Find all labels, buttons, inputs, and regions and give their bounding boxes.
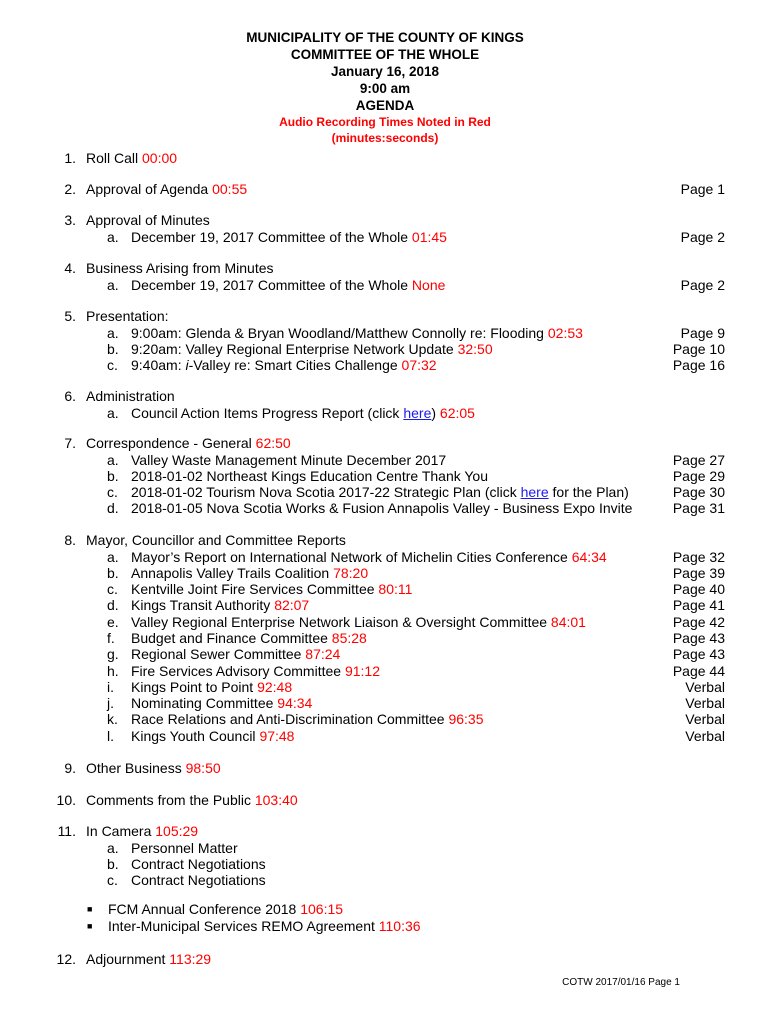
item-title-text: Roll Call: [86, 150, 139, 166]
sub-item-text: 9:00am: Glenda & Bryan Woodland/Matthew Connolly re: Flooding: [131, 324, 544, 341]
header-line-4: 9:00 am: [359, 81, 411, 96]
page-ref: Page 41: [672, 597, 725, 614]
sub-item: [0, 630, 770, 646]
sub-item-letter: c.: [107, 484, 118, 501]
sub-item: [0, 325, 770, 341]
sub-item-letter: a.: [107, 404, 119, 421]
agenda-item: [0, 388, 770, 421]
bullet-item: [0, 918, 770, 935]
item-title: [86, 792, 298, 809]
sub-item-text: 2018-01-05 Nova Scotia Works & Fusion Annapolis Valley - Business Expo Invite: [131, 500, 633, 517]
item-title-text: Approval of Minutes: [86, 212, 210, 228]
item-title-text: Approval of Agenda: [86, 181, 209, 197]
sub-item-title: [131, 452, 446, 468]
sub-item-text-post: for the Plan): [548, 484, 629, 501]
sub-item-letter: a.: [107, 324, 119, 341]
sub-item-text: December 19, 2017 Committee of the Whole: [131, 276, 409, 293]
item-title-text: Mayor, Councillor and Committee Reports: [86, 532, 346, 548]
sub-item-text: 9:20am: Valley Regional Enterprise Network Update: [131, 340, 454, 357]
item-title-text: Other Business: [86, 760, 182, 776]
sub-item-title: [131, 840, 238, 856]
agenda-item-line: [0, 308, 770, 325]
sub-item-title: [131, 277, 445, 293]
page-ref: Verbal: [685, 695, 725, 712]
item-title-text: Correspondence - General: [86, 435, 252, 451]
page-footer: COTW 2017/01/16 Page 1: [562, 977, 680, 988]
agenda-item-line: [0, 823, 770, 840]
item-title: [86, 435, 291, 452]
page-ref: Page 9: [680, 324, 725, 341]
audio-time: 96:35: [448, 711, 484, 728]
sub-item-letter: a.: [107, 451, 119, 468]
sub-item-title: [131, 663, 380, 679]
here-link[interactable]: here: [403, 404, 432, 421]
audio-time: 82:07: [274, 597, 310, 614]
page-ref: Page 43: [672, 646, 725, 663]
sub-item-letter: a.: [107, 548, 119, 565]
sub-item-letter: b.: [107, 467, 119, 484]
sub-item-title: [131, 484, 629, 500]
item-title-text: In Camera: [86, 823, 152, 839]
sub-item-letter: g.: [107, 646, 119, 663]
agenda-item: [0, 212, 770, 245]
page-ref: Page 1: [680, 181, 725, 197]
sub-item-title: [131, 405, 475, 421]
page-ref: Page 30: [672, 484, 725, 501]
sub-item-text: Race Relations and Anti-Discrimination Committee: [131, 711, 445, 728]
agenda-item-line: [0, 951, 770, 968]
header-line-1: MUNICIPALITY OF THE COUNTY OF KINGS: [246, 30, 524, 45]
page-ref: Verbal: [685, 678, 725, 695]
sub-item-letter: b.: [107, 340, 119, 357]
bullet-item: [0, 901, 770, 918]
audio-time: 00:00: [142, 150, 178, 166]
audio-time: 01:45: [411, 228, 447, 245]
sub-item: [0, 565, 770, 581]
audio-time: 103:40: [254, 792, 298, 808]
audio-time: 02:53: [547, 324, 583, 341]
sub-item: [0, 581, 770, 597]
audio-time: 85:28: [331, 629, 367, 646]
sub-item: [0, 357, 770, 373]
sub-item: [0, 679, 770, 695]
audio-time: 98:50: [185, 760, 221, 776]
audio-time: 87:24: [305, 646, 341, 663]
agenda-item-line: [0, 792, 770, 809]
sub-item-letter: j.: [107, 695, 114, 712]
audio-time: 97:48: [259, 727, 295, 744]
page-ref: Page 16: [672, 357, 725, 374]
agenda-item: [0, 951, 770, 968]
sub-item: [0, 468, 770, 484]
sub-item-title: [131, 679, 292, 695]
item-title-text: Adjournment: [86, 951, 166, 967]
audio-time: 110:36: [378, 917, 421, 934]
sub-item-title: [131, 711, 484, 727]
item-title: [86, 260, 274, 277]
header-line-2: COMMITTEE OF THE WHOLE: [290, 47, 480, 62]
sub-item-text-post: ): [431, 404, 437, 421]
sub-item-letter: c.: [107, 872, 118, 889]
sub-item: [0, 597, 770, 613]
audio-time: 84:01: [550, 613, 586, 630]
sub-item-text-pre: 2018-01-02 Tourism Nova Scotia 2017-22 Strategic Plan (click: [131, 484, 521, 501]
audio-time: 62:05: [439, 404, 475, 421]
page-ref: Verbal: [685, 727, 725, 744]
sub-item-title: [131, 549, 607, 565]
agenda-item-line: [0, 388, 770, 405]
sub-item-title: [131, 325, 583, 341]
item-title-text: Comments from the Public: [86, 792, 251, 808]
sub-item: [0, 229, 770, 245]
audio-time: 00:55: [212, 181, 248, 197]
sub-item-text: Valley Waste Management Minute December 2017: [131, 451, 447, 468]
sub-item-letter: d.: [107, 597, 119, 614]
sub-item: [0, 711, 770, 727]
here-link[interactable]: here: [520, 484, 549, 501]
sub-item-title: [131, 630, 367, 646]
sub-item-text: Contract Negotiations: [131, 872, 266, 889]
bullet-title: [108, 901, 343, 918]
page-ref: Page 2: [680, 276, 725, 293]
item-title: [86, 823, 198, 840]
sub-item: [0, 277, 770, 293]
sub-item: [0, 500, 770, 516]
sub-item-text: Nominating Committee: [131, 695, 274, 712]
sub-item-text: Kings Youth Council: [131, 727, 256, 744]
audio-time: 106:15: [300, 901, 344, 918]
audio-time: 64:34: [571, 548, 607, 565]
item-title: [86, 951, 211, 968]
square-bullet-icon: ■: [87, 920, 93, 931]
page-ref: Page 39: [672, 564, 725, 581]
item-number: 7.: [64, 435, 76, 451]
sub-item: [0, 856, 770, 872]
sub-item: [0, 452, 770, 468]
square-bullet-icon: ■: [87, 904, 93, 915]
sub-item-text-italic: i: [185, 357, 189, 374]
page-ref: Verbal: [685, 711, 725, 728]
audio-time: 32:50: [457, 340, 493, 357]
agenda-item: [0, 792, 770, 809]
sub-item-text-post: -Valley re: Smart Cities Challenge: [188, 357, 398, 374]
audio-time: None: [411, 276, 446, 293]
page-ref: Page 43: [672, 629, 725, 646]
item-number: 12.: [56, 951, 76, 967]
sub-item-title: [131, 500, 632, 516]
sub-item-text: Contract Negotiations: [131, 855, 266, 872]
agenda-item-line: [0, 532, 770, 549]
sub-item-letter: a.: [107, 839, 119, 856]
sub-item-text: 2018-01-02 Northeast Kings Education Centre Thank You: [131, 467, 488, 484]
audio-time: 92:48: [257, 678, 293, 695]
sub-item-text: Mayor’s Report on International Network of Michelin Cities Conference: [131, 548, 568, 565]
item-number: 10.: [56, 792, 76, 808]
audio-time: 07:32: [401, 357, 437, 374]
sub-item: [0, 728, 770, 744]
item-title: [86, 150, 177, 167]
page-ref: Page 44: [672, 662, 725, 679]
sub-item-text-pre: 9:40am:: [131, 357, 186, 374]
header-note-1: Audio Recording Times Noted in Red: [279, 115, 491, 129]
item-number: 1.: [64, 150, 76, 166]
sub-item-title: [131, 646, 340, 662]
sub-item-letter: d.: [107, 500, 119, 517]
sub-item: [0, 663, 770, 679]
agenda-item: [0, 181, 770, 198]
sub-item-letter: f.: [107, 629, 115, 646]
item-title: [86, 760, 221, 777]
item-number: 11.: [57, 823, 76, 839]
sub-item-letter: b.: [107, 855, 119, 872]
sub-item-text: Valley Regional Enterprise Network Liaison & Oversight Committee: [131, 613, 548, 630]
bullet-title: [108, 918, 421, 935]
sub-item: [0, 405, 770, 421]
audio-time: 62:50: [255, 435, 291, 451]
sub-item-title: [131, 597, 309, 613]
page-ref: Page 32: [672, 548, 725, 565]
bullet-text: FCM Annual Conference 2018: [108, 901, 297, 918]
sub-item-letter: l.: [107, 727, 114, 744]
sub-item: [0, 695, 770, 711]
sub-item-text: Fire Services Advisory Committee: [131, 662, 342, 679]
sub-item-text: Personnel Matter: [131, 839, 238, 856]
sub-item-letter: e.: [107, 613, 119, 630]
header-line-3: January 16, 2018: [330, 64, 440, 79]
sub-item: [0, 646, 770, 662]
item-title: [86, 388, 175, 405]
audio-time: 94:34: [277, 695, 313, 712]
sub-item-title: [131, 341, 493, 357]
page-ref: Page 27: [672, 451, 725, 468]
item-number: 4.: [64, 260, 76, 276]
sub-item-letter: i.: [107, 678, 114, 695]
audio-time: 91:12: [344, 662, 380, 679]
sub-item-title: [131, 468, 488, 484]
agenda-item-line: [0, 260, 770, 277]
sub-item: [0, 872, 770, 888]
item-title: [86, 532, 346, 549]
sub-item-title: [131, 565, 368, 581]
agenda-item-line: [0, 212, 770, 229]
sub-item: [0, 341, 770, 357]
sub-item-letter: c.: [107, 581, 118, 598]
sub-item-title: [131, 229, 447, 245]
item-number: 6.: [64, 388, 76, 404]
sub-item-title: [131, 581, 412, 597]
page-ref: Page 40: [672, 581, 725, 598]
sub-item-text: December 19, 2017 Committee of the Whole: [131, 228, 409, 245]
sub-item-text: Regional Sewer Committee: [131, 646, 302, 663]
page-ref: Page 42: [672, 613, 725, 630]
sub-item-letter: h.: [107, 662, 119, 679]
agenda-item: [0, 435, 770, 517]
agenda-item-line: [0, 435, 770, 452]
sub-item-title: [131, 695, 312, 711]
sub-item-title: [131, 728, 294, 744]
header-note-2: (minutes:seconds): [331, 131, 439, 145]
sub-item-letter: a.: [107, 276, 119, 293]
agenda-item: [0, 760, 770, 777]
agenda-header: [0, 29, 770, 146]
item-title: [86, 181, 247, 198]
audio-time: 78:20: [333, 564, 369, 581]
sub-item-text: Budget and Finance Committee: [131, 629, 328, 646]
item-number: 3.: [64, 212, 76, 228]
sub-item: [0, 614, 770, 630]
item-title-text: Business Arising from Minutes: [86, 260, 274, 276]
item-number: 8.: [64, 532, 76, 548]
sub-item-text: Kings Point to Point: [131, 678, 254, 695]
sub-item-text: Annapolis Valley Trails Coalition: [131, 564, 330, 581]
sub-item-letter: k.: [107, 711, 118, 728]
item-title-text: Administration: [86, 388, 175, 404]
sub-item-letter: a.: [107, 228, 119, 245]
item-title: [86, 212, 210, 229]
sub-item-text: Kings Transit Authority: [131, 597, 271, 614]
agenda-item: [0, 823, 770, 934]
sub-item-title: [131, 856, 266, 872]
sub-item: [0, 840, 770, 856]
sub-item: [0, 549, 770, 565]
item-number: 9.: [64, 760, 76, 776]
audio-time: 80:11: [378, 581, 413, 598]
sub-item-title: [131, 614, 586, 630]
agenda-item-line: [0, 150, 770, 167]
header-line-5: AGENDA: [355, 98, 415, 113]
sub-item-text-pre: Council Action Items Progress Report (click: [131, 404, 404, 421]
page-ref: Page 10: [672, 340, 725, 357]
sub-item-letter: b.: [107, 564, 119, 581]
sub-item-text: Kentville Joint Fire Services Committee: [131, 581, 375, 598]
agenda-item: [0, 150, 770, 167]
audio-time: 113:29: [169, 951, 212, 967]
page-ref: Page 2: [680, 228, 725, 245]
sub-item: [0, 484, 770, 500]
item-title: [86, 308, 169, 325]
agenda-item-line: [0, 760, 770, 777]
sub-item-title: [131, 357, 437, 373]
spacer: [0, 888, 770, 901]
page-ref: Page 31: [672, 500, 725, 517]
agenda-item-line: [0, 181, 770, 198]
item-number: 2.: [64, 181, 76, 197]
bullet-text: Inter-Municipal Services REMO Agreement: [108, 917, 375, 934]
agenda-item: [0, 260, 770, 293]
sub-item-letter: c.: [107, 357, 118, 374]
item-title-text: Presentation:: [86, 308, 169, 324]
audio-time: 105:29: [155, 823, 199, 839]
agenda-item: [0, 308, 770, 373]
item-number: 5.: [64, 308, 76, 324]
sub-item-title: [131, 872, 266, 888]
page-ref: Page 29: [672, 467, 725, 484]
agenda-item: [0, 532, 770, 744]
